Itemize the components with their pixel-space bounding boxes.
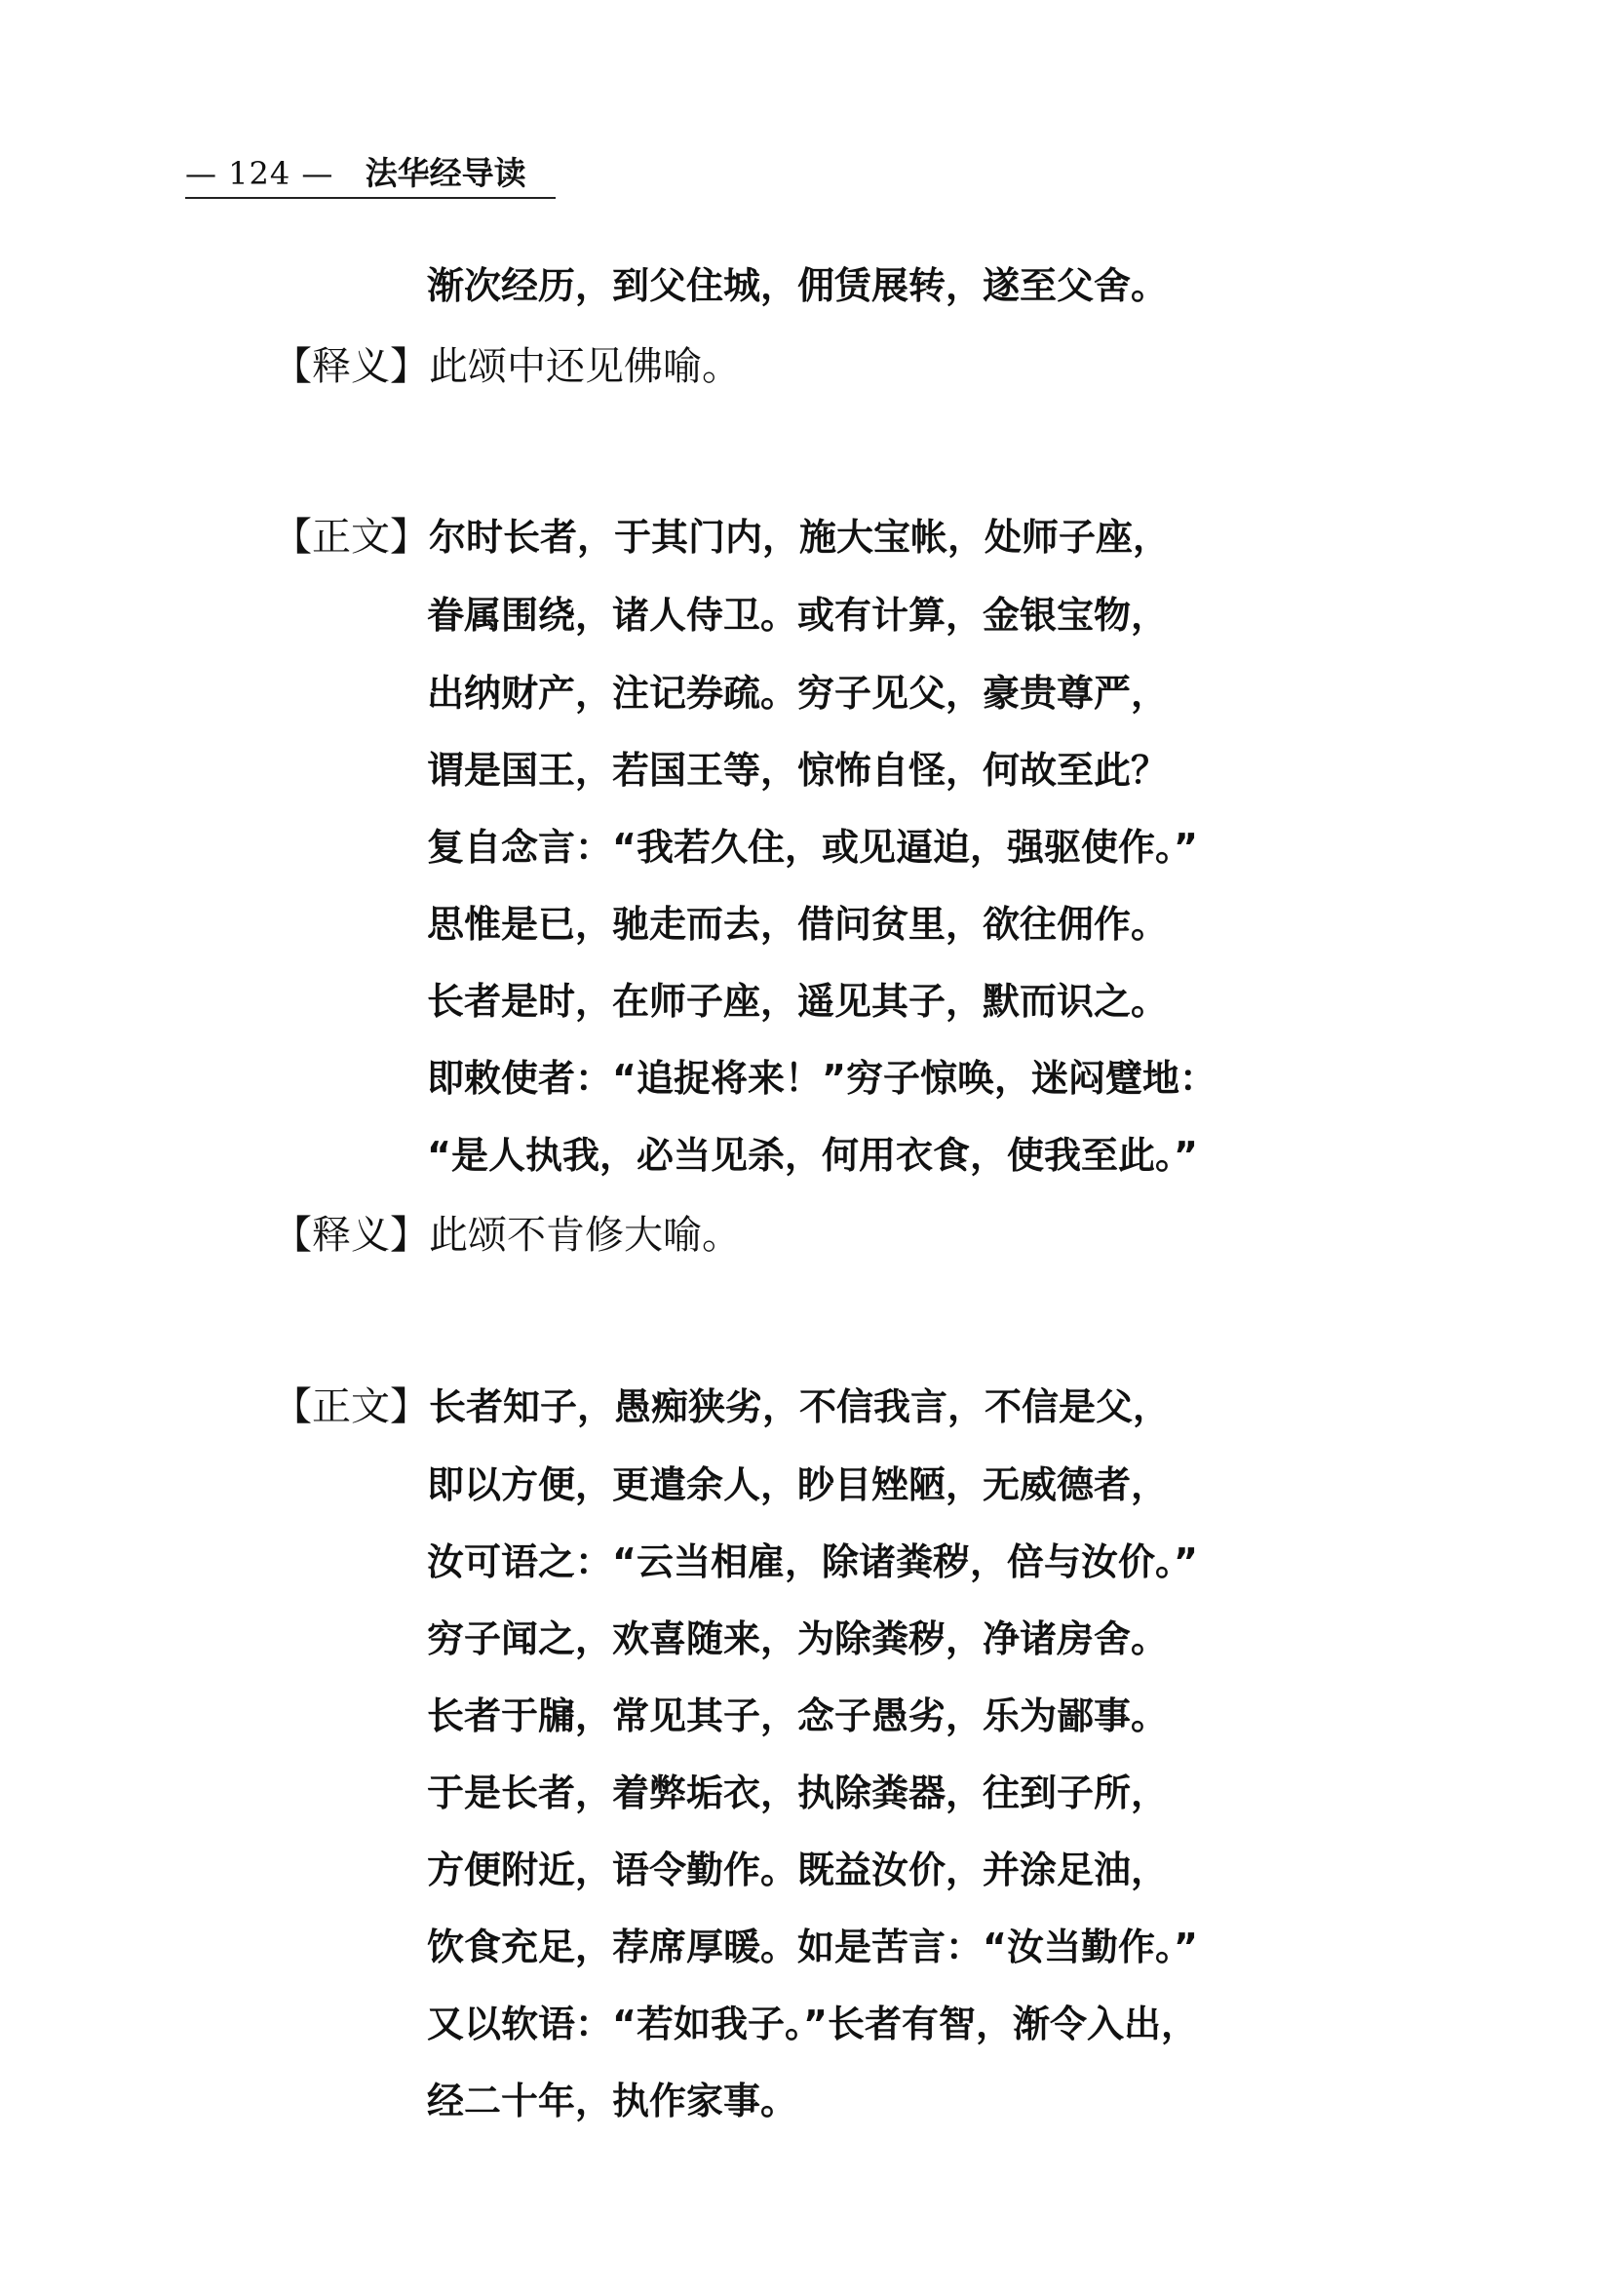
verse-line: 即以方便，更遣余人，眇目矬陋，无威德者， [427,1463,1169,1506]
verse-line: 长者于牖，常见其子，念子愚劣，乐为鄙事。 [427,1694,1169,1737]
verse-line: 长者知子，愚痴狭劣，不信我言，不信是父， [429,1385,1171,1428]
verse-line: 眷属围绕，诸人侍卫。或有计算，金银宝物， [427,594,1169,637]
verse-line: 于是长者，着弊垢衣，执除粪器，往到子所， [427,1771,1169,1814]
commentary-label: 【释义】 [273,344,429,389]
verse-line: 又以软语：“若如我子。”长者有智，渐令入出， [427,2003,1198,2045]
book-title: 法华经导读 [365,154,526,192]
verse-line: 经二十年，执作家事。 [427,2080,798,2122]
verse-line: 饮食充足，荐席厚暖。如是苦言：“汝当勤作。” [427,1926,1198,1968]
verse-line: 复自念言：“我若久住，或见逼迫，强驱使作。” [427,826,1198,869]
commentary-paragraph [273,1213,741,1258]
verse-line: 谓是国王，若国王等，惊怖自怪，何故至此？ [427,749,1169,792]
scripture-paragraph-1 [273,515,1170,560]
verse-line: 穷子闻之，欢喜随来，为除粪秽，净诸房舍。 [427,1617,1169,1660]
verse-line: 长者是时，在师子座，遥见其子，默而识之。 [427,980,1169,1023]
commentary-text: 此颂中还见佛喻。 [429,344,741,389]
verse-line: 渐次经历，到父住城，佣赁展转，遂至父舍。 [427,264,1169,307]
verse-line: “是人执我，必当见杀，何用衣食，使我至此。” [427,1134,1198,1177]
scripture-label: 【正文】 [273,1384,429,1429]
verse-line: 尔时长者，于其门内，施大宝帐，处师子座， [429,516,1171,559]
scripture-paragraph-2 [273,1384,1170,1429]
verse-line: 汝可语之：“云当相雇，除诸粪秽，倍与汝价。” [427,1540,1198,1583]
running-header [185,154,556,199]
verse-line: 即敕使者：“追捉将来！”穷子惊唤，迷闷躄地： [427,1057,1216,1100]
page-number: — 124 — [185,155,334,192]
verse-line: 方便附近，语令勤作。既益汝价，并涂足油， [427,1848,1169,1891]
commentary-text: 此颂不肯修大喻。 [429,1213,741,1258]
verse-line: 出纳财产，注记券疏。穷子见父，豪贵尊严， [427,672,1169,715]
verse-line: 思惟是已，驰走而去，借问贫里，欲往佣作。 [427,903,1169,946]
commentary-paragraph [273,344,741,389]
scripture-label: 【正文】 [273,515,429,560]
commentary-label: 【释义】 [273,1213,429,1258]
